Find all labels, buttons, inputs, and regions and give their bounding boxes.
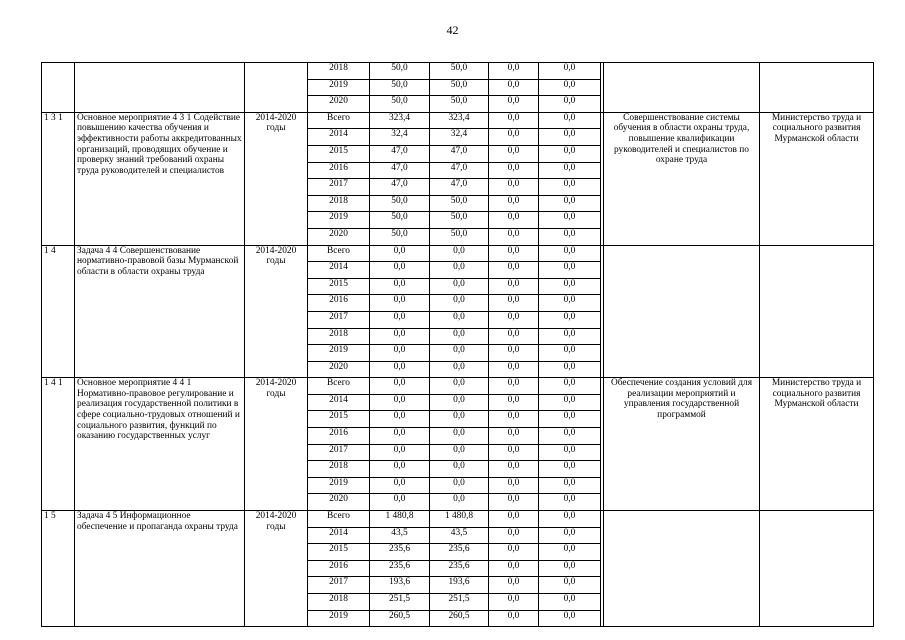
federal-cell: 0,0 (489, 477, 539, 494)
total-cell: 251,5 (370, 594, 430, 611)
year-cell: 2014 (308, 129, 370, 146)
other-cell: 0,0 (539, 79, 601, 96)
other-cell: 0,0 (539, 594, 601, 611)
year-cell: 2018 (308, 461, 370, 478)
year-cell: 2019 (308, 610, 370, 627)
other-cell: 0,0 (539, 295, 601, 312)
federal-cell: 0,0 (489, 112, 539, 129)
federal-cell: 0,0 (489, 96, 539, 113)
item-period: 2014-2020 годы (245, 511, 308, 627)
other-cell: 0,0 (539, 328, 601, 345)
budget-cell: 235,6 (430, 560, 489, 577)
budget-cell: 50,0 (430, 63, 489, 80)
expected-result (604, 63, 760, 113)
federal-cell: 0,0 (489, 129, 539, 146)
year-cell: 2016 (308, 560, 370, 577)
federal-cell: 0,0 (489, 295, 539, 312)
year-cell: 2017 (308, 179, 370, 196)
federal-cell: 0,0 (489, 444, 539, 461)
year-cell: 2014 (308, 394, 370, 411)
other-cell: 0,0 (539, 378, 601, 395)
federal-cell: 0,0 (489, 577, 539, 594)
federal-cell: 0,0 (489, 560, 539, 577)
executor (760, 511, 874, 627)
total-cell: 323,4 (370, 112, 430, 129)
budget-cell: 32,4 (430, 129, 489, 146)
total-cell: 260,5 (370, 610, 430, 627)
budget-cell: 0,0 (430, 262, 489, 279)
budget-cell: 47,0 (430, 179, 489, 196)
table-row (42, 511, 874, 528)
budget-cell: 47,0 (430, 162, 489, 179)
budget-cell: 235,6 (430, 544, 489, 561)
other-cell: 0,0 (539, 129, 601, 146)
other-cell: 0,0 (539, 262, 601, 279)
budget-cell: 0,0 (430, 361, 489, 378)
budget-cell: 0,0 (430, 295, 489, 312)
executor: Министерство труда и социального развития Мурманской области (760, 112, 874, 245)
federal-cell: 0,0 (489, 494, 539, 511)
budget-cell: 0,0 (430, 328, 489, 345)
federal-cell: 0,0 (489, 162, 539, 179)
table-row (42, 112, 874, 129)
budget-cell: 0,0 (430, 378, 489, 395)
federal-cell: 0,0 (489, 610, 539, 627)
table-body (42, 63, 874, 627)
other-cell: 0,0 (539, 610, 601, 627)
other-cell: 0,0 (539, 112, 601, 129)
other-cell: 0,0 (539, 179, 601, 196)
total-cell: 0,0 (370, 378, 430, 395)
federal-cell: 0,0 (489, 511, 539, 528)
table-row (42, 63, 874, 80)
year-cell: 2018 (308, 195, 370, 212)
federal-cell: 0,0 (489, 594, 539, 611)
total-cell: 50,0 (370, 96, 430, 113)
item-number (42, 63, 75, 113)
item-number: 1 4 (42, 245, 75, 378)
year-cell: Всего (308, 112, 370, 129)
total-cell: 0,0 (370, 262, 430, 279)
other-cell: 0,0 (539, 345, 601, 362)
other-cell: 0,0 (539, 544, 601, 561)
budget-cell: 0,0 (430, 394, 489, 411)
budget-cell: 0,0 (430, 444, 489, 461)
year-cell: 2016 (308, 295, 370, 312)
expected-result: Обеспечение создания условий для реализации мероприятий и управления государственной программой (604, 378, 760, 511)
total-cell: 0,0 (370, 411, 430, 428)
federal-cell: 0,0 (489, 378, 539, 395)
total-cell: 0,0 (370, 311, 430, 328)
year-cell: 2017 (308, 444, 370, 461)
other-cell: 0,0 (539, 162, 601, 179)
other-cell: 0,0 (539, 494, 601, 511)
budget-cell: 0,0 (430, 278, 489, 295)
budget-cell: 50,0 (430, 228, 489, 245)
total-cell: 0,0 (370, 345, 430, 362)
federal-cell: 0,0 (489, 79, 539, 96)
item-period: 2014-2020 годы (245, 245, 308, 378)
total-cell: 1 480,8 (370, 511, 430, 528)
year-cell: 2017 (308, 577, 370, 594)
item-description: Основное мероприятие 4 4 1 Нормативно-правовое регулирование и реализация государственной политики в сфере социально-трудовых отношений и социального развития, функций по оказанию государственных услуг (75, 378, 245, 511)
federal-cell: 0,0 (489, 195, 539, 212)
budget-cell: 193,6 (430, 577, 489, 594)
other-cell: 0,0 (539, 411, 601, 428)
federal-cell: 0,0 (489, 262, 539, 279)
federal-cell: 0,0 (489, 179, 539, 196)
item-period: 2014-2020 годы (245, 112, 308, 245)
year-cell: 2019 (308, 212, 370, 229)
federal-cell: 0,0 (489, 145, 539, 162)
page-number: 42 (446, 23, 459, 37)
year-cell: 2019 (308, 79, 370, 96)
total-cell: 0,0 (370, 428, 430, 445)
total-cell: 50,0 (370, 195, 430, 212)
table-row (42, 245, 874, 262)
table-row (42, 378, 874, 395)
total-cell: 47,0 (370, 145, 430, 162)
total-cell: 235,6 (370, 544, 430, 561)
budget-cell: 0,0 (430, 477, 489, 494)
total-cell: 0,0 (370, 394, 430, 411)
total-cell: 0,0 (370, 361, 430, 378)
other-cell: 0,0 (539, 63, 601, 80)
year-cell: 2018 (308, 594, 370, 611)
federal-cell: 0,0 (489, 394, 539, 411)
program-table (41, 62, 874, 627)
year-cell: Всего (308, 245, 370, 262)
federal-cell: 0,0 (489, 544, 539, 561)
total-cell: 50,0 (370, 212, 430, 229)
other-cell: 0,0 (539, 577, 601, 594)
budget-cell: 50,0 (430, 96, 489, 113)
other-cell: 0,0 (539, 278, 601, 295)
executor (760, 245, 874, 378)
federal-cell: 0,0 (489, 63, 539, 80)
item-period (245, 63, 308, 113)
item-description: Задача 4 5 Информационное обеспечение и пропаганда охраны труда (75, 511, 245, 627)
total-cell: 50,0 (370, 63, 430, 80)
total-cell: 0,0 (370, 444, 430, 461)
year-cell: 2018 (308, 63, 370, 80)
year-cell: Всего (308, 378, 370, 395)
total-cell: 0,0 (370, 494, 430, 511)
expected-result (604, 245, 760, 378)
total-cell: 0,0 (370, 461, 430, 478)
expected-result (604, 511, 760, 627)
federal-cell: 0,0 (489, 345, 539, 362)
item-description: Основное мероприятие 4 3 1 Содействие повышению качества обучения и эффективности работы аккредитованных организаций, проводящих обучение и проверку знаний требований охраны труда руководителей и специалистов (75, 112, 245, 245)
other-cell: 0,0 (539, 444, 601, 461)
budget-cell: 251,5 (430, 594, 489, 611)
year-cell: 2016 (308, 162, 370, 179)
federal-cell: 0,0 (489, 245, 539, 262)
year-cell: 2017 (308, 311, 370, 328)
budget-cell: 323,4 (430, 112, 489, 129)
other-cell: 0,0 (539, 527, 601, 544)
total-cell: 0,0 (370, 477, 430, 494)
other-cell: 0,0 (539, 477, 601, 494)
total-cell: 32,4 (370, 129, 430, 146)
total-cell: 43,5 (370, 527, 430, 544)
budget-cell: 0,0 (430, 428, 489, 445)
budget-cell: 260,5 (430, 610, 489, 627)
year-cell: 2015 (308, 278, 370, 295)
total-cell: 47,0 (370, 162, 430, 179)
budget-cell: 0,0 (430, 345, 489, 362)
budget-cell: 0,0 (430, 494, 489, 511)
year-cell: 2015 (308, 145, 370, 162)
total-cell: 235,6 (370, 560, 430, 577)
federal-cell: 0,0 (489, 461, 539, 478)
year-cell: 2015 (308, 544, 370, 561)
other-cell: 0,0 (539, 145, 601, 162)
year-cell: 2018 (308, 328, 370, 345)
year-cell: 2016 (308, 428, 370, 445)
other-cell: 0,0 (539, 311, 601, 328)
year-cell: Всего (308, 511, 370, 528)
budget-cell: 43,5 (430, 527, 489, 544)
other-cell: 0,0 (539, 361, 601, 378)
year-cell: 2019 (308, 345, 370, 362)
total-cell: 0,0 (370, 245, 430, 262)
budget-cell: 0,0 (430, 461, 489, 478)
expected-result: Совершенствование системы обучения в области охраны труда, повышение квалификации руководителей и специалистов по охране труда (604, 112, 760, 245)
budget-cell: 50,0 (430, 195, 489, 212)
other-cell: 0,0 (539, 212, 601, 229)
other-cell: 0,0 (539, 511, 601, 528)
other-cell: 0,0 (539, 428, 601, 445)
year-cell: 2020 (308, 494, 370, 511)
budget-cell: 0,0 (430, 311, 489, 328)
budget-cell: 0,0 (430, 245, 489, 262)
other-cell: 0,0 (539, 195, 601, 212)
budget-cell: 1 480,8 (430, 511, 489, 528)
total-cell: 50,0 (370, 228, 430, 245)
item-number: 1 3 1 (42, 112, 75, 245)
year-cell: 2014 (308, 262, 370, 279)
total-cell: 0,0 (370, 328, 430, 345)
total-cell: 0,0 (370, 295, 430, 312)
other-cell: 0,0 (539, 560, 601, 577)
other-cell: 0,0 (539, 96, 601, 113)
total-cell: 47,0 (370, 179, 430, 196)
total-cell: 50,0 (370, 79, 430, 96)
executor (760, 63, 874, 113)
other-cell: 0,0 (539, 461, 601, 478)
other-cell: 0,0 (539, 394, 601, 411)
total-cell: 193,6 (370, 577, 430, 594)
federal-cell: 0,0 (489, 228, 539, 245)
federal-cell: 0,0 (489, 328, 539, 345)
item-number: 1 4 1 (42, 378, 75, 511)
item-description (75, 63, 245, 113)
federal-cell: 0,0 (489, 428, 539, 445)
year-cell: 2014 (308, 527, 370, 544)
federal-cell: 0,0 (489, 411, 539, 428)
budget-cell: 50,0 (430, 79, 489, 96)
year-cell: 2020 (308, 361, 370, 378)
budget-cell: 47,0 (430, 145, 489, 162)
item-period: 2014-2020 годы (245, 378, 308, 511)
year-cell: 2015 (308, 411, 370, 428)
federal-cell: 0,0 (489, 278, 539, 295)
other-cell: 0,0 (539, 228, 601, 245)
year-cell: 2020 (308, 228, 370, 245)
federal-cell: 0,0 (489, 361, 539, 378)
budget-cell: 50,0 (430, 212, 489, 229)
item-description: Задача 4 4 Совершенствование нормативно-правовой базы Мурманской области в области охраны труда (75, 245, 245, 378)
year-cell: 2020 (308, 96, 370, 113)
budget-cell: 0,0 (430, 411, 489, 428)
item-number: 1 5 (42, 511, 75, 627)
federal-cell: 0,0 (489, 527, 539, 544)
executor: Министерство труда и социального развития Мурманской области (760, 378, 874, 511)
federal-cell: 0,0 (489, 212, 539, 229)
other-cell: 0,0 (539, 245, 601, 262)
federal-cell: 0,0 (489, 311, 539, 328)
year-cell: 2019 (308, 477, 370, 494)
total-cell: 0,0 (370, 278, 430, 295)
